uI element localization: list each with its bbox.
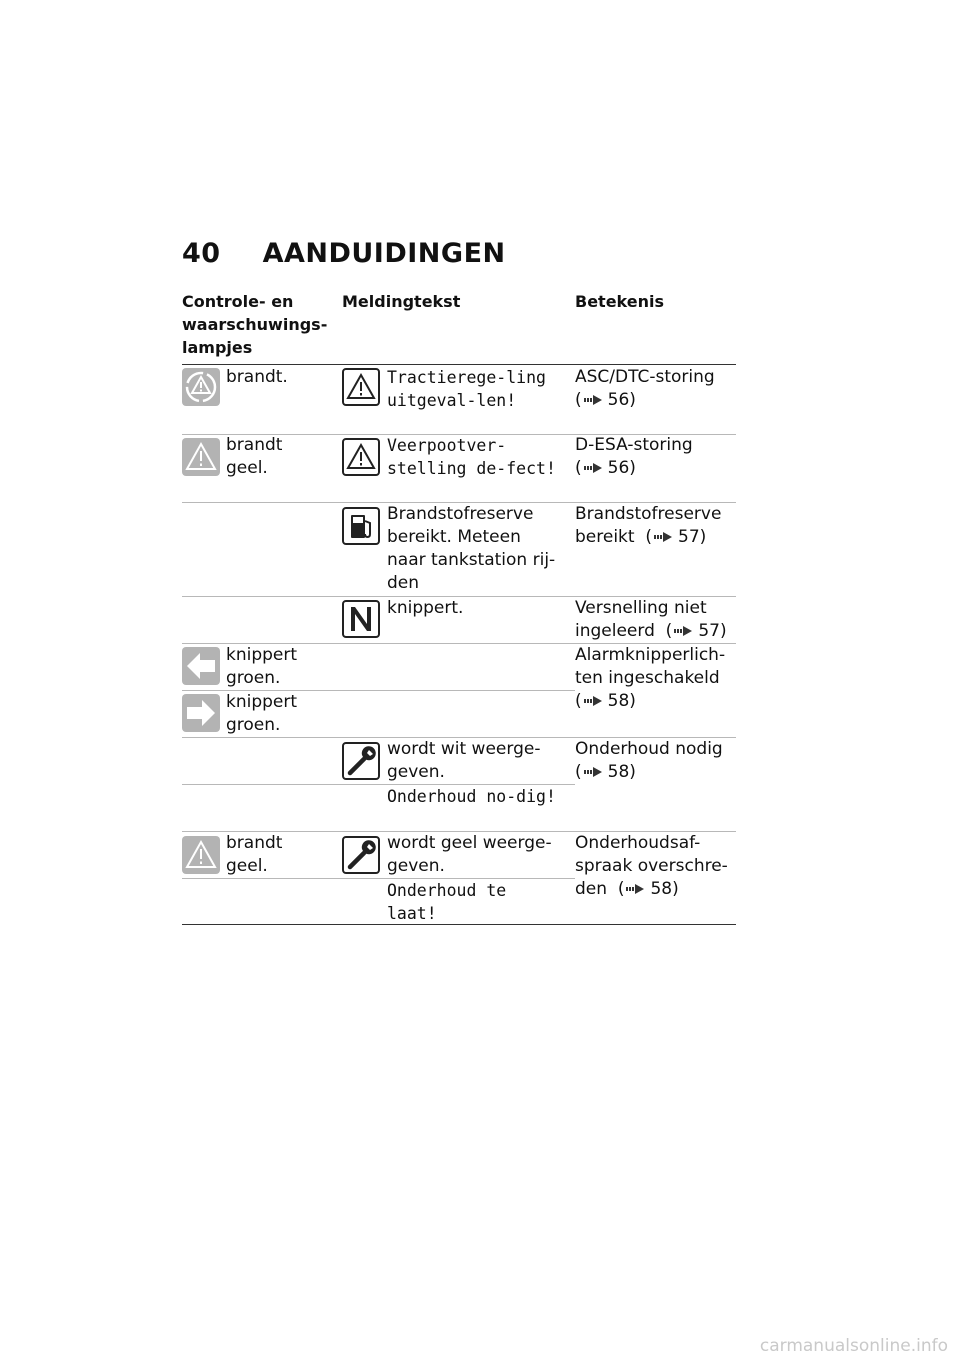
lamp-state: brandt. <box>226 367 288 387</box>
watermark-link[interactable]: carmanualsonline.info <box>759 1336 948 1356</box>
meaning-text: D-ESA-storing <box>575 435 693 455</box>
page-header <box>182 238 506 269</box>
message-mono-text: Onderhoud te laat! <box>387 881 507 923</box>
message-text: Veerpootver-stelling de-fect! <box>387 436 556 478</box>
fuel-pump-icon <box>342 507 380 545</box>
meaning-text: Onderhoudsaf-spraak overschre-den <box>575 833 728 899</box>
meaning-cell <box>575 503 735 549</box>
page-number: 40 <box>182 238 221 269</box>
warning-triangle-icon <box>342 438 380 476</box>
meaning-cell <box>575 597 735 643</box>
message-text: Brandstofreserve bereikt. Meteen naar tankstation rij-den <box>387 504 556 593</box>
column-header-lamp: Controle- en waarschuwings-lampjes <box>182 292 328 357</box>
neutral-gear-icon <box>342 600 380 638</box>
page-reference: ( 58) <box>612 879 679 899</box>
message-text: wordt wit weerge-geven. <box>387 739 541 782</box>
meaning-text: ASC/DTC-storing <box>575 367 715 387</box>
meaning-text: Alarmknipperlich-ten ingeschakeld <box>575 645 726 688</box>
reference-arrow-icon <box>584 393 604 407</box>
lamp-state: knippert groen. <box>226 692 298 735</box>
traction-warning-lamp-icon <box>182 368 220 406</box>
meaning-cell <box>575 832 735 901</box>
page-reference: ( 58) <box>575 762 636 782</box>
message-text: knippert. <box>387 598 464 618</box>
meaning-cell <box>575 434 735 480</box>
column-header-meaning: Betekenis <box>575 292 665 311</box>
reference-arrow-icon <box>626 882 646 896</box>
reference-arrow-icon <box>584 694 604 708</box>
meaning-text: Onderhoud nodig <box>575 739 723 759</box>
meaning-text: Versnelling niet ingeleerd <box>575 598 707 641</box>
meaning-cell <box>575 366 735 412</box>
general-warning-lamp-icon <box>182 836 220 874</box>
reference-arrow-icon <box>654 530 674 544</box>
column-header-message: Meldingtekst <box>342 292 461 311</box>
warning-triangle-icon <box>342 368 380 406</box>
general-warning-lamp-icon <box>182 438 220 476</box>
message-text: Tractierege-ling uitgeval-len! <box>387 368 546 410</box>
page-reference: ( 56) <box>575 458 636 478</box>
reference-arrow-icon <box>584 461 604 475</box>
wrench-icon <box>342 742 380 780</box>
page-reference: ( 57) <box>639 527 707 547</box>
message-text: wordt geel weerge-geven. <box>387 833 552 876</box>
table-top-rule <box>182 364 736 365</box>
lamp-state: knippert groen. <box>226 645 298 688</box>
turn-right-lamp-icon <box>182 694 220 732</box>
turn-left-lamp-icon <box>182 647 220 685</box>
wrench-icon <box>342 836 380 874</box>
page-title: AANDUIDINGEN <box>262 238 506 269</box>
meaning-cell <box>575 644 735 713</box>
page-reference: ( 58) <box>575 691 636 711</box>
message-mono-text: Onderhoud no-dig! <box>387 787 556 806</box>
page-reference: ( 57) <box>660 621 727 641</box>
reference-arrow-icon <box>674 624 694 638</box>
meaning-cell <box>575 738 735 784</box>
reference-arrow-icon <box>584 765 604 779</box>
meaning-text: Brandstofreserve bereikt <box>575 504 722 547</box>
page-reference: ( 56) <box>575 390 636 410</box>
lamp-state: brandt geel. <box>226 833 283 876</box>
lamp-state: brandt geel. <box>226 435 283 478</box>
